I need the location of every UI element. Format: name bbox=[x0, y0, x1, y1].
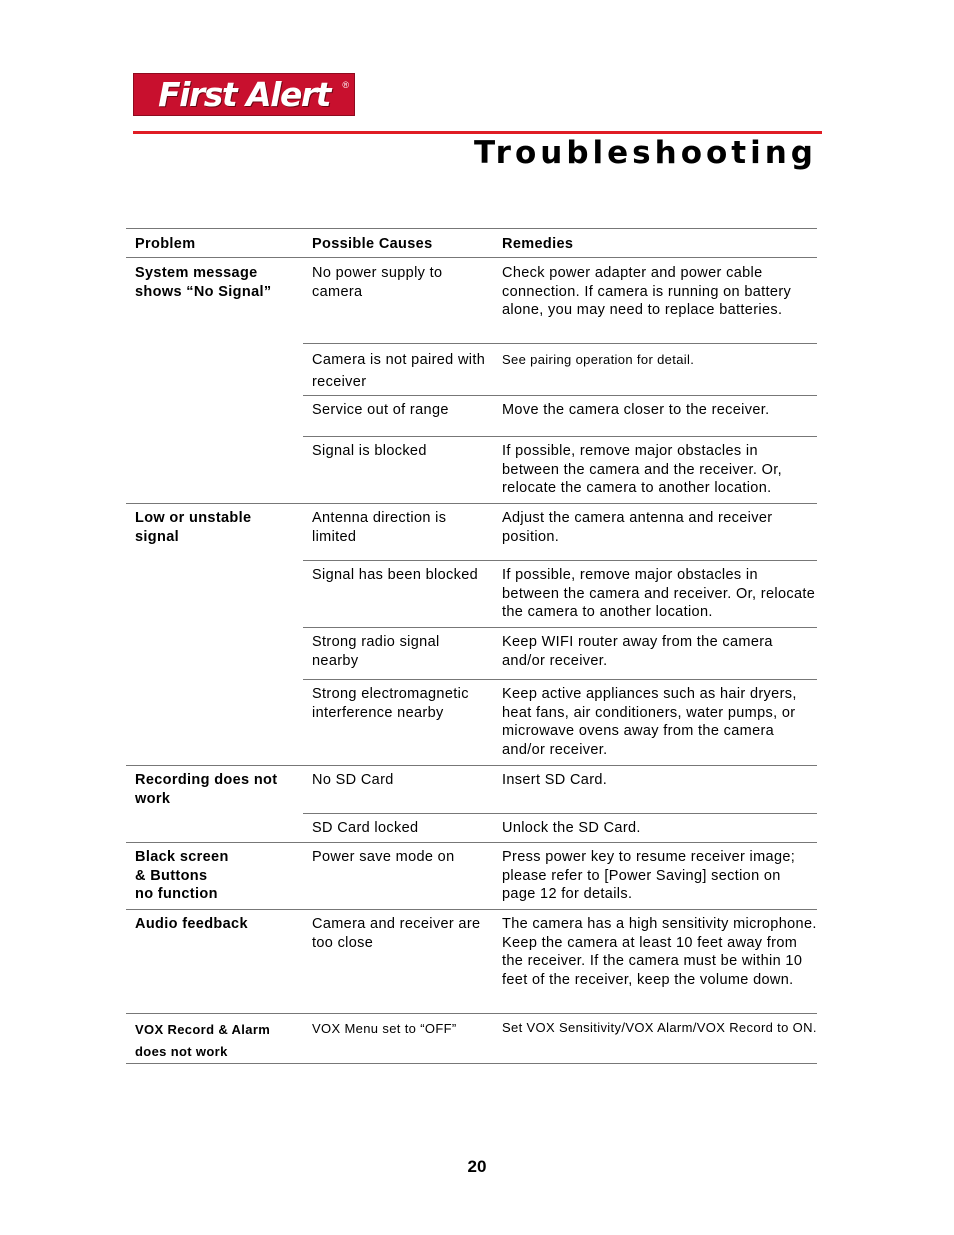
remedy-cell: If possible, remove major obstacles in between the camera and the receiver. Or, relocate the camera to another location. bbox=[502, 443, 782, 496]
problem-text: VOX Record & Alarm does not work bbox=[135, 1022, 271, 1059]
problem-cell bbox=[126, 504, 303, 766]
cause-cell: Camera and receiver are too close bbox=[312, 916, 481, 951]
first-alert-logo bbox=[133, 73, 355, 116]
remedy-cell: Keep active appliances such as hair dryers, heat fans, air conditioners, water pumps, or microwave ovens away from the camera and/or receiver. bbox=[502, 686, 797, 758]
problem-cell bbox=[126, 258, 303, 504]
header-possible-causes: Possible Causes bbox=[312, 236, 433, 252]
remedy-cell: Press power key to resume receiver image; please refer to [Power Saving] section on page 12 for details. bbox=[502, 849, 796, 902]
page-title: Troubleshooting bbox=[473, 135, 817, 171]
troubleshooting-table bbox=[126, 228, 817, 1064]
cause-cell: Signal is blocked bbox=[312, 443, 427, 459]
cause-cell: Strong electromagnetic interference nearby bbox=[312, 686, 469, 721]
problem-cell bbox=[126, 1014, 303, 1064]
table-row bbox=[126, 1014, 817, 1064]
cause-cell: Signal has been blocked bbox=[312, 567, 479, 583]
cause-cell: Strong radio signal nearby bbox=[312, 634, 440, 669]
cause-cell: SD Card locked bbox=[312, 820, 419, 836]
problem-text: Recording does not work bbox=[135, 772, 278, 807]
cause-cell: Service out of range bbox=[312, 402, 449, 418]
remedy-cell: Check power adapter and power cable connection. If camera is running on battery alone, you may need to replace batteries. bbox=[502, 265, 792, 318]
cause-cell: VOX Menu set to “OFF” bbox=[312, 1021, 457, 1036]
header-remedies: Remedies bbox=[502, 236, 574, 252]
table-header-row bbox=[126, 229, 817, 258]
table-row bbox=[126, 258, 817, 344]
remedy-cell: Insert SD Card. bbox=[502, 772, 608, 788]
table-row bbox=[126, 504, 817, 561]
problem-text: System message shows “No Signal” bbox=[135, 265, 272, 300]
logo-text: First Alert bbox=[158, 75, 330, 114]
registered-mark: ® bbox=[342, 80, 349, 90]
remedy-cell: Adjust the camera antenna and receiver position. bbox=[502, 510, 773, 545]
cause-cell: Antenna direction is limited bbox=[312, 510, 447, 545]
cause-cell: Power save mode on bbox=[312, 849, 455, 865]
cause-cell: No SD Card bbox=[312, 772, 394, 788]
remedy-cell: Set VOX Sensitivity/VOX Alarm/VOX Record to ON. bbox=[502, 1020, 817, 1035]
remedy-cell: Keep WIFI router away from the camera and/or receiver. bbox=[502, 634, 773, 669]
table-row bbox=[126, 766, 817, 814]
remedy-cell: See pairing operation for detail. bbox=[502, 352, 695, 367]
cause-cell: No power supply to camera bbox=[312, 265, 443, 300]
problem-cell: Black screen & Buttons no function bbox=[135, 849, 229, 902]
page-number: 20 bbox=[467, 1157, 487, 1176]
remedy-cell: Move the camera closer to the receiver. bbox=[502, 402, 770, 418]
remedy-cell: The camera has a high sensitivity microphone. Keep the camera at least 10 feet away from the receiver. If the camera must be within 10 feet of the receiver, keep the volume down. bbox=[502, 916, 817, 988]
remedy-cell: If possible, remove major obstacles in between the camera and receiver. Or, relocate the camera to another location. bbox=[502, 567, 816, 620]
table-row bbox=[126, 910, 817, 1014]
problem-cell bbox=[126, 766, 303, 843]
header-rule bbox=[133, 131, 822, 134]
cause-cell: Camera is not paired with receiver bbox=[312, 352, 486, 390]
problem-cell: Audio feedback bbox=[135, 916, 248, 932]
problem-text: Low or unstable signal bbox=[135, 510, 252, 545]
header-problem: Problem bbox=[135, 236, 196, 252]
table-row bbox=[126, 843, 817, 910]
remedy-cell: Unlock the SD Card. bbox=[502, 820, 641, 836]
